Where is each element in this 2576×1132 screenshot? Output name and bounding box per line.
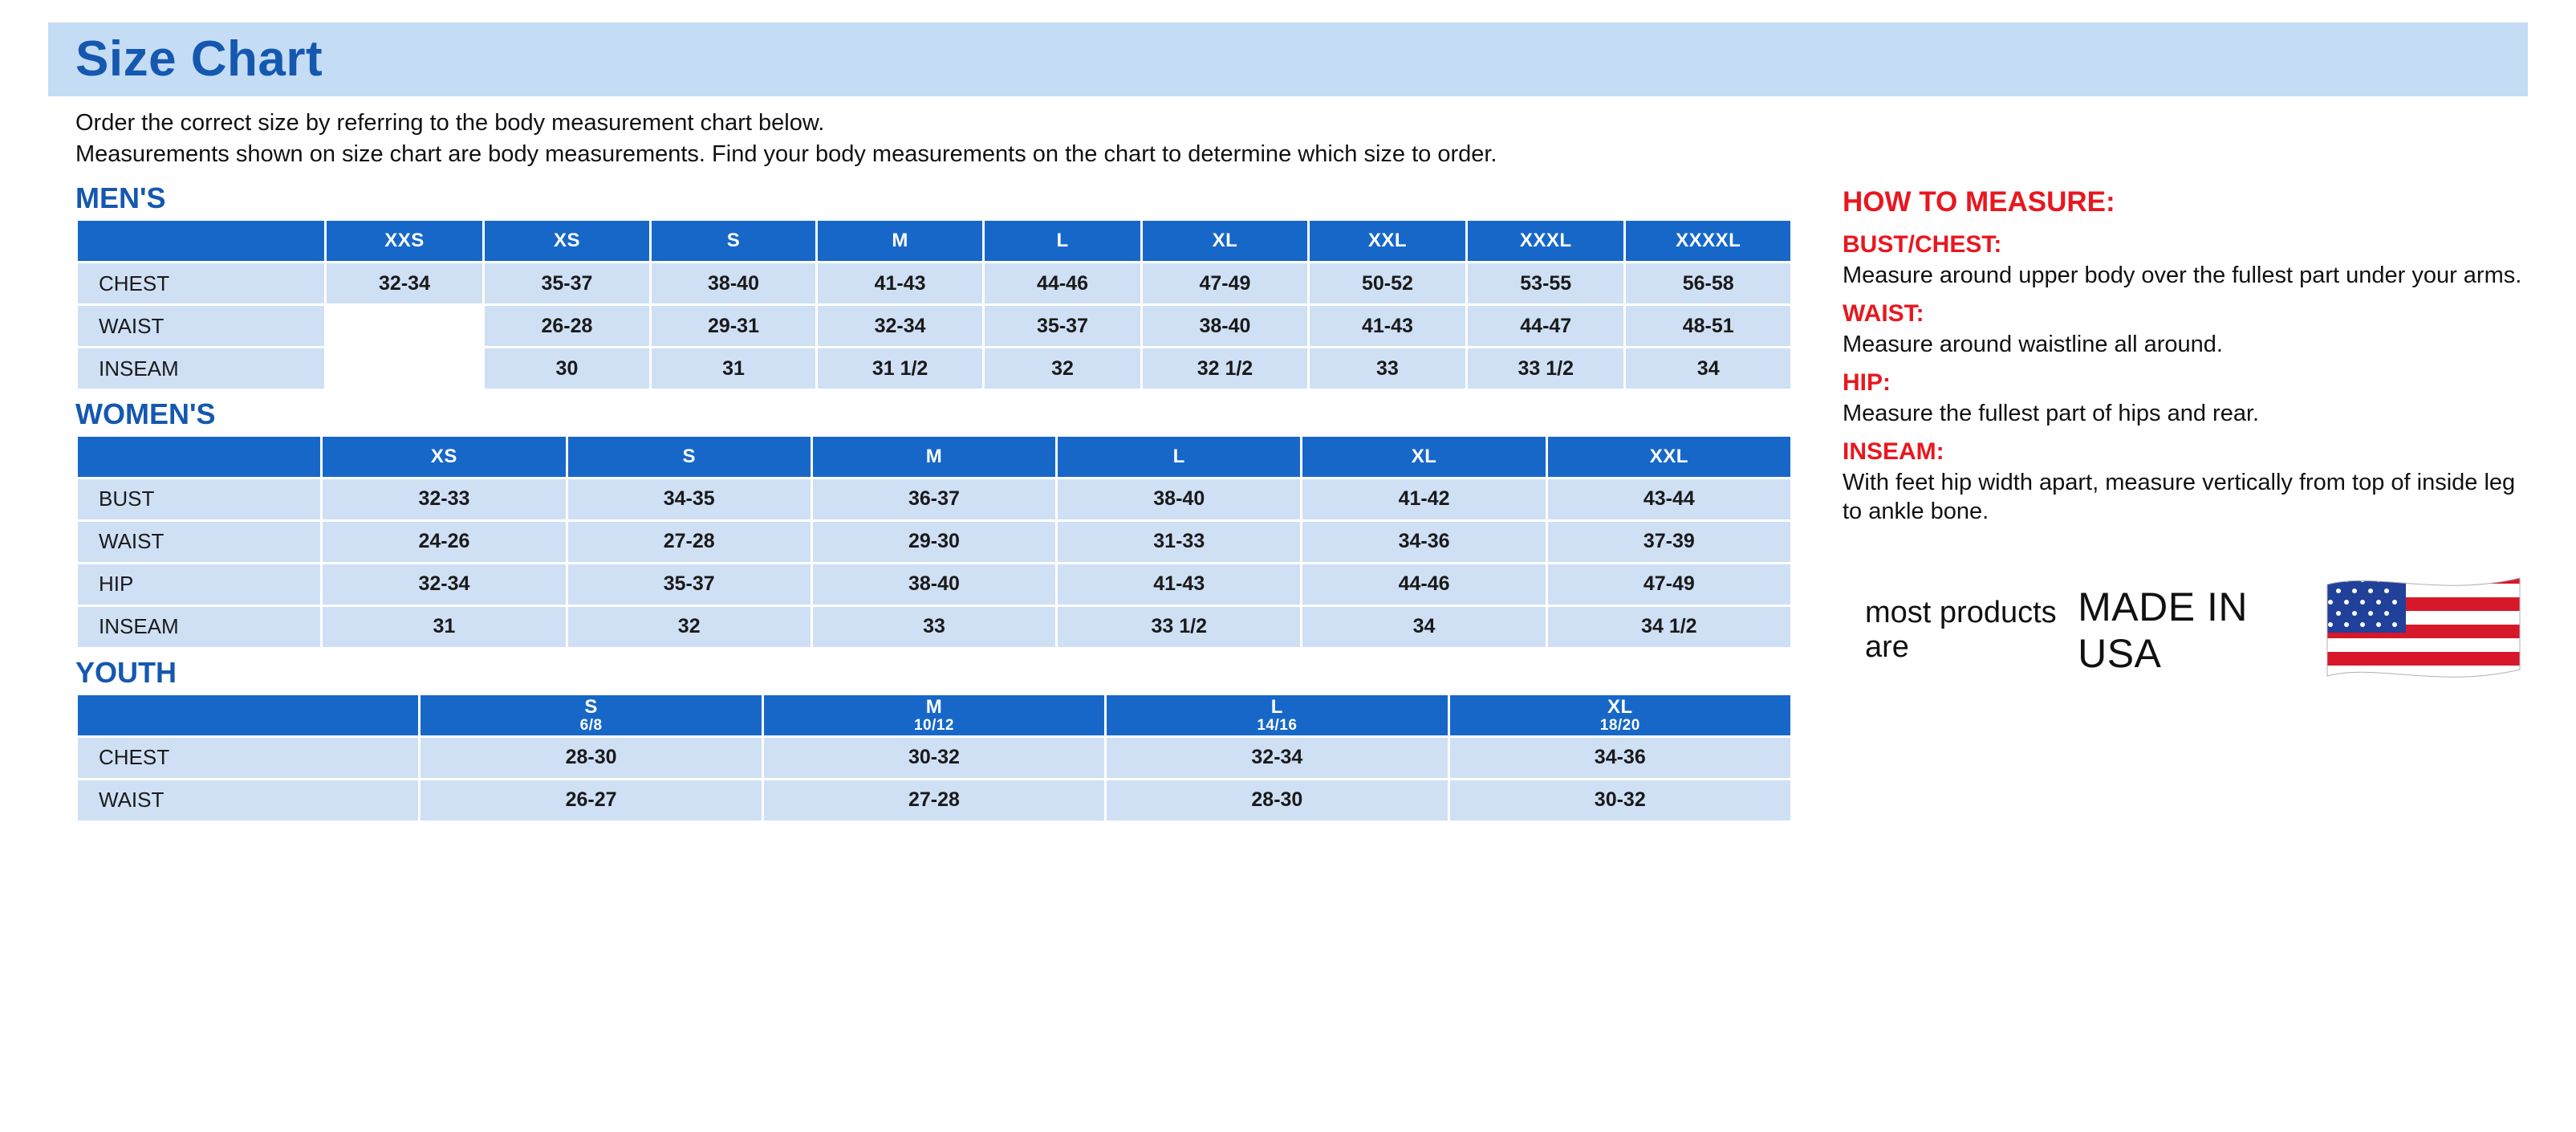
how-to-measure-title: HOW TO MEASURE: xyxy=(1843,186,2115,218)
mens-col-6: XL xyxy=(1143,221,1307,261)
mens-cell-0-7: 53-55 xyxy=(1468,263,1623,303)
mens-cell-0-2: 38-40 xyxy=(652,263,816,303)
youth-col-3 xyxy=(1107,695,1447,735)
youth-cell-0-1: 30-32 xyxy=(764,738,1104,778)
table-row xyxy=(78,479,1790,519)
measure-label-hip: HIP: xyxy=(1843,369,1891,397)
youth-cell-1-1: 27-28 xyxy=(764,780,1104,820)
youth-size-table xyxy=(75,693,1793,823)
womens-cell-3-4: 34 xyxy=(1302,607,1545,647)
mens-cell-1-2: 29-31 xyxy=(652,306,816,346)
womens-cell-0-2: 36-37 xyxy=(813,479,1055,519)
womens-cell-1-5: 37-39 xyxy=(1548,522,1790,562)
mens-cell-2-0 xyxy=(327,348,482,389)
section-title-mens: MEN'S xyxy=(75,181,166,215)
womens-cell-0-5: 43-44 xyxy=(1548,479,1790,519)
womens-col-4: L xyxy=(1058,437,1300,477)
womens-cell-1-3: 31-33 xyxy=(1058,522,1300,562)
youth-cell-0-2: 32-34 xyxy=(1107,738,1447,778)
table-row xyxy=(78,522,1790,562)
mens-cell-2-4: 32 xyxy=(985,348,1140,389)
mens-cell-2-2: 31 xyxy=(652,348,816,389)
womens-cell-2-0: 32-34 xyxy=(323,564,565,605)
page-header-banner xyxy=(48,22,2528,96)
youth-row-0-label: CHEST xyxy=(78,738,418,778)
mens-cell-0-3: 41-43 xyxy=(818,263,982,303)
how-to-measure-column xyxy=(1843,175,2528,690)
mens-cell-0-6: 50-52 xyxy=(1310,263,1465,303)
womens-row-3-label: INSEAM xyxy=(78,607,320,647)
womens-cell-0-4: 41-42 xyxy=(1302,479,1545,519)
table-row xyxy=(78,306,1790,346)
youth-col-1 xyxy=(421,695,761,735)
intro-line-1: Order the correct size by referring to the body measurement chart below. xyxy=(75,110,825,136)
youth-col-0 xyxy=(78,695,418,735)
measure-text-inseam: With feet hip width apart, measure vertically from top of inside leg to ankle bone. xyxy=(1843,470,2516,525)
youth-col-3-main: L xyxy=(1270,695,1283,718)
mens-cell-1-6: 41-43 xyxy=(1310,306,1465,346)
womens-row-1-label: WAIST xyxy=(78,522,320,562)
womens-cell-0-1: 34-35 xyxy=(568,479,811,519)
youth-col-1-main: S xyxy=(584,695,598,718)
youth-cell-1-0: 26-27 xyxy=(421,780,761,820)
womens-cell-2-2: 38-40 xyxy=(813,564,1055,605)
mens-size-table xyxy=(75,218,1793,391)
womens-col-0 xyxy=(78,437,320,477)
mens-cell-1-5: 38-40 xyxy=(1143,306,1307,346)
womens-col-5: XL xyxy=(1302,437,1545,477)
mens-col-8: XXXL xyxy=(1468,221,1623,261)
mens-cell-2-5: 32 1/2 xyxy=(1143,348,1307,389)
mens-cell-2-8: 34 xyxy=(1626,348,1790,389)
youth-col-4-main: XL xyxy=(1607,695,1633,718)
measure-label-bust-chest: BUST/CHEST: xyxy=(1843,231,2002,259)
youth-col-4-sub: 18/20 xyxy=(1599,716,1640,734)
youth-col-3-sub: 14/16 xyxy=(1257,716,1298,734)
mens-cell-2-1: 30 xyxy=(485,348,649,389)
womens-cell-1-0: 24-26 xyxy=(323,522,565,562)
youth-col-1-sub: 6/8 xyxy=(579,716,603,734)
womens-col-6: XXL xyxy=(1548,437,1790,477)
womens-row-0-label: BUST xyxy=(78,479,320,519)
tables-column xyxy=(75,175,1809,822)
mens-row-0-label: CHEST xyxy=(78,263,324,303)
measure-label-waist: WAIST: xyxy=(1843,300,1924,328)
womens-cell-2-1: 35-37 xyxy=(568,564,811,605)
intro-text xyxy=(75,108,2528,170)
mens-cell-0-0: 32-34 xyxy=(327,263,482,303)
mens-col-7: XXL xyxy=(1310,221,1465,261)
mens-cell-0-4: 44-46 xyxy=(985,263,1140,303)
womens-cell-2-3: 41-43 xyxy=(1058,564,1300,605)
mens-col-5: L xyxy=(985,221,1140,261)
mens-col-4: M xyxy=(818,221,982,261)
measure-text-waist: Measure around waistline all around. xyxy=(1843,332,2223,358)
womens-cell-3-5: 34 1/2 xyxy=(1548,607,1790,647)
usa-flag-icon xyxy=(2319,570,2528,690)
content-columns xyxy=(48,175,2528,822)
womens-cell-3-3: 33 1/2 xyxy=(1058,607,1300,647)
mens-cell-1-3: 32-34 xyxy=(818,306,982,346)
mens-cell-1-4: 35-37 xyxy=(985,306,1140,346)
mens-cell-1-1: 26-28 xyxy=(485,306,649,346)
mens-cell-1-7: 44-47 xyxy=(1468,306,1623,346)
measure-label-inseam: INSEAM: xyxy=(1843,438,1944,466)
mens-row-1-label: WAIST xyxy=(78,306,324,346)
womens-col-1: XS xyxy=(323,437,565,477)
youth-header-row xyxy=(78,695,1790,735)
made-in-usa-block xyxy=(1865,570,2528,690)
womens-cell-0-0: 32-33 xyxy=(323,479,565,519)
mens-col-3: S xyxy=(652,221,816,261)
mens-col-1: XXS xyxy=(327,221,482,261)
womens-cell-3-1: 32 xyxy=(568,607,811,647)
measure-text-bust-chest: Measure around upper body over the fullest part under your arms. xyxy=(1843,263,2522,289)
youth-col-4 xyxy=(1450,695,1790,735)
table-row xyxy=(78,564,1790,605)
womens-cell-3-0: 31 xyxy=(323,607,565,647)
mens-cell-1-0 xyxy=(327,306,482,346)
youth-cell-0-3: 34-36 xyxy=(1450,738,1790,778)
table-row xyxy=(78,348,1790,389)
youth-cell-1-3: 30-32 xyxy=(1450,780,1790,820)
womens-cell-2-5: 47-49 xyxy=(1548,564,1790,605)
section-title-youth: YOUTH xyxy=(75,655,177,689)
womens-cell-3-2: 33 xyxy=(813,607,1055,647)
table-row xyxy=(78,780,1790,820)
youth-col-2-sub: 10/12 xyxy=(913,716,954,734)
intro-line-2: Measurements shown on size chart are body measurements. Find your body measurements on the chart to determine which size to order. xyxy=(75,141,1497,168)
mens-cell-0-5: 47-49 xyxy=(1143,263,1307,303)
mens-cell-2-6: 33 xyxy=(1310,348,1465,389)
womens-size-table xyxy=(75,434,1793,649)
mens-cell-0-8: 56-58 xyxy=(1626,263,1790,303)
youth-cell-1-2: 28-30 xyxy=(1107,780,1447,820)
womens-col-2: S xyxy=(568,437,811,477)
table-row xyxy=(78,738,1790,778)
womens-cell-0-3: 38-40 xyxy=(1058,479,1300,519)
youth-col-2 xyxy=(764,695,1104,735)
womens-header-row xyxy=(78,437,1790,477)
mens-row-2-label: INSEAM xyxy=(78,348,324,389)
mens-cell-0-1: 35-37 xyxy=(485,263,649,303)
mens-cell-2-3: 31 1/2 xyxy=(818,348,982,389)
mens-col-2: XS xyxy=(485,221,649,261)
made-in-usa-emphasis: MADE IN USA xyxy=(2078,584,2248,677)
womens-cell-1-4: 34-36 xyxy=(1302,522,1545,562)
youth-col-2-main: M xyxy=(925,695,943,718)
section-title-womens: WOMEN'S xyxy=(75,397,216,431)
mens-col-9: XXXXL xyxy=(1626,221,1790,261)
mens-cell-2-7: 33 1/2 xyxy=(1468,348,1623,389)
mens-header-row xyxy=(78,221,1790,261)
womens-cell-2-4: 44-46 xyxy=(1302,564,1545,605)
made-in-usa-prefix: most products are xyxy=(1865,596,2057,665)
mens-cell-1-8: 48-51 xyxy=(1626,306,1790,346)
page-title: Size Chart xyxy=(75,31,323,87)
womens-row-2-label: HIP xyxy=(78,564,320,605)
mens-col-0 xyxy=(78,221,324,261)
youth-row-1-label: WAIST xyxy=(78,780,418,820)
womens-cell-1-1: 27-28 xyxy=(568,522,811,562)
youth-cell-0-0: 28-30 xyxy=(421,738,761,778)
womens-col-3: M xyxy=(813,437,1055,477)
table-row xyxy=(78,607,1790,647)
table-row xyxy=(78,263,1790,303)
measure-text-hip: Measure the fullest part of hips and rear. xyxy=(1843,401,2260,427)
womens-cell-1-2: 29-30 xyxy=(813,522,1055,562)
